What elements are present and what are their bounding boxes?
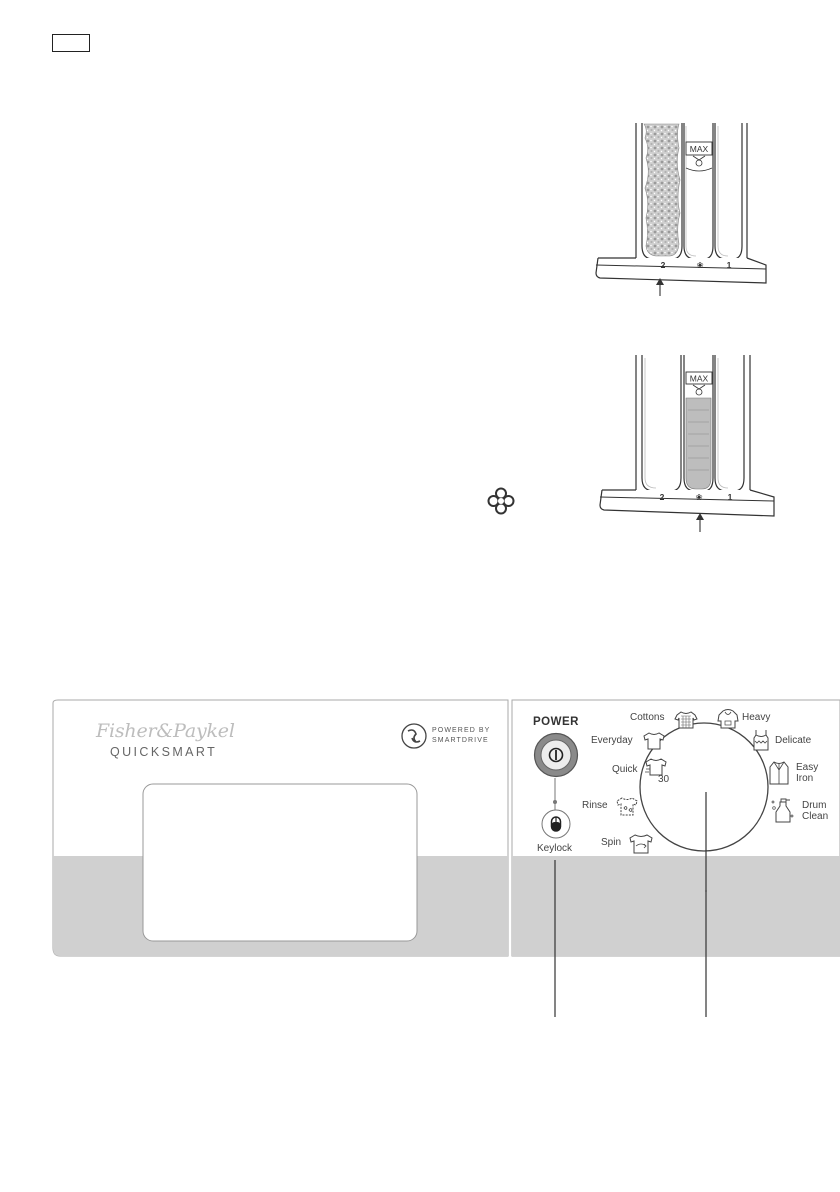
max-label: MAX bbox=[689, 373, 709, 384]
compartment-softener-label: ❀ bbox=[695, 492, 703, 502]
quick-icon bbox=[644, 757, 676, 783]
page-number-box bbox=[52, 34, 90, 52]
softener-level-icon bbox=[696, 389, 702, 395]
keylock-label: Keylock bbox=[537, 843, 573, 854]
heavy-icon bbox=[716, 708, 740, 730]
powered-by-text: POWERED BY SMARTDRIVE bbox=[432, 727, 491, 744]
cycle-heavy-label[interactable]: Heavy bbox=[742, 712, 771, 723]
brand-logo: Fisher&Paykel bbox=[96, 720, 235, 742]
power-button[interactable] bbox=[533, 732, 579, 778]
powder-fill bbox=[644, 124, 680, 256]
dispenser-illustration-softener bbox=[596, 352, 786, 532]
cycle-delicate-label[interactable]: Delicate bbox=[775, 735, 812, 746]
cycle-quick-label[interactable]: Quick bbox=[612, 764, 638, 775]
compartment-2-label: 2 bbox=[660, 260, 666, 270]
softener-fill bbox=[686, 398, 711, 489]
compartment-1-label: 1 bbox=[726, 260, 732, 270]
cycle-cottons-label[interactable]: Cottons bbox=[630, 712, 665, 723]
compartment-1-label: 1 bbox=[727, 492, 733, 502]
cycle-spin-label[interactable]: Spin bbox=[601, 837, 622, 848]
max-label: MAX bbox=[689, 144, 709, 154]
spin-icon bbox=[627, 833, 655, 857]
callout-lines bbox=[540, 860, 720, 1020]
compartment-2-label: 2 bbox=[659, 492, 665, 502]
display-window bbox=[143, 784, 417, 941]
softener-level-icon bbox=[696, 160, 702, 166]
model-name: QUICKSMART bbox=[110, 745, 218, 759]
cycle-rinse-label[interactable]: Rinse bbox=[582, 800, 608, 811]
rinse-icon bbox=[614, 796, 640, 818]
delicate-icon bbox=[750, 728, 772, 752]
cycle-easy-iron-label[interactable]: Easy Iron bbox=[796, 762, 819, 784]
easy-iron-icon bbox=[768, 760, 790, 786]
dispenser-illustration-powder bbox=[590, 118, 770, 296]
cycle-drum-clean-label[interactable]: Drum Clean bbox=[802, 800, 829, 822]
cycle-everyday-label[interactable]: Everyday bbox=[591, 735, 633, 746]
fabric-softener-symbol-icon bbox=[486, 486, 516, 516]
cottons-icon bbox=[674, 710, 698, 730]
compartment-softener-label: ❀ bbox=[696, 260, 704, 270]
drum-clean-icon bbox=[770, 796, 794, 824]
power-label: POWER bbox=[533, 716, 579, 728]
mouse-icon bbox=[552, 817, 561, 831]
quick-time: 30 bbox=[658, 774, 670, 783]
dial-callout-line bbox=[695, 792, 715, 892]
everyday-icon bbox=[642, 731, 666, 751]
keylock-button[interactable] bbox=[540, 808, 572, 840]
